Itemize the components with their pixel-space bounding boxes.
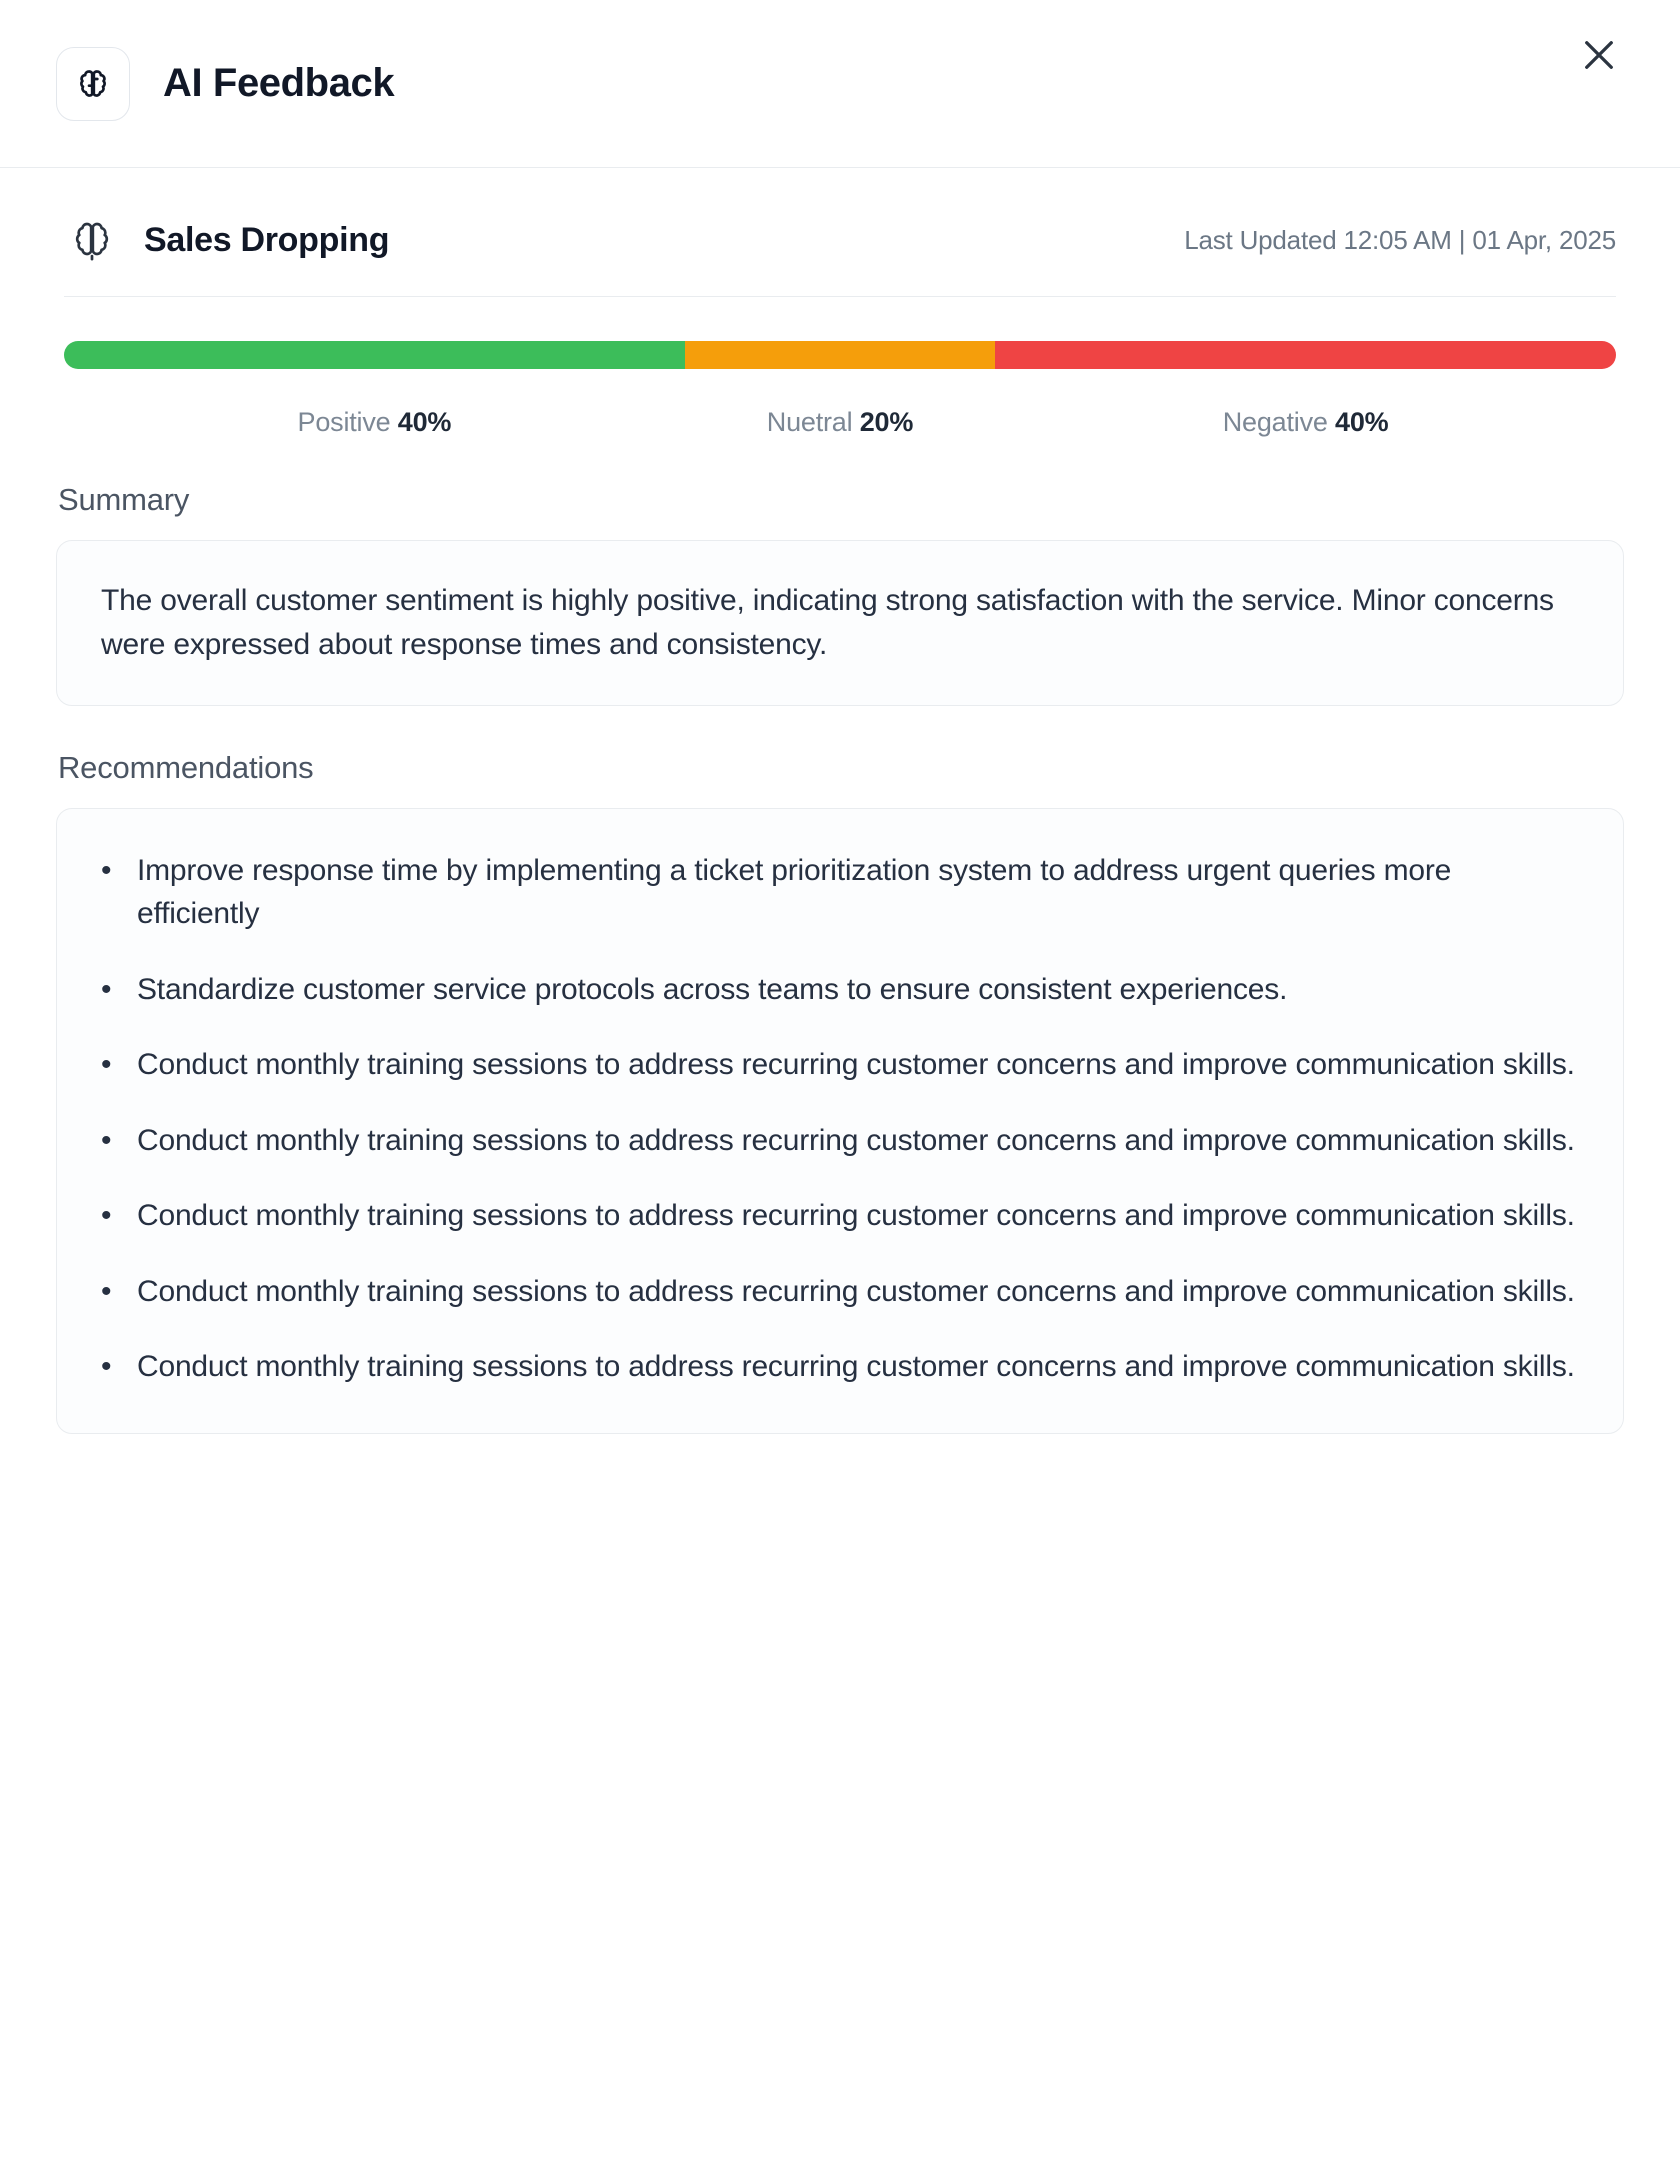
legend-negative-value: 40%: [1335, 407, 1389, 437]
recommendation-text: Standardize customer service protocols across teams to ensure consistent experiences.: [137, 972, 1288, 1006]
legend-neutral-value: 20%: [859, 407, 914, 437]
legend-positive-value: 40%: [397, 407, 452, 437]
close-icon[interactable]: [1572, 28, 1626, 82]
feedback-title: Sales Dropping: [144, 220, 390, 259]
list-item: [101, 1043, 1579, 1087]
bullet-icon: •: [101, 1199, 112, 1233]
page-title: AI Feedback: [163, 61, 395, 105]
sentiment-segment-positive: [64, 341, 685, 369]
legend-negative: [995, 407, 1616, 438]
bullet-icon: •: [101, 972, 112, 1006]
bullet-icon: •: [101, 853, 112, 887]
legend-neutral: [685, 407, 995, 438]
sentiment-section: [56, 297, 1624, 438]
last-updated-text: Last Updated 12:05 AM | 01 Apr, 2025: [1184, 224, 1616, 255]
list-item: [101, 849, 1579, 936]
ai-brain-icon: [56, 47, 130, 121]
sentiment-segment-negative: [995, 341, 1616, 369]
sentiment-bar: [64, 341, 1616, 369]
recommendations-card: [56, 808, 1624, 1434]
recommendation-text: Conduct monthly training sessions to address recurring customer concerns and improve communication skills.: [137, 1123, 1575, 1157]
list-item: [101, 1345, 1579, 1389]
recommendation-text: Conduct monthly training sessions to address recurring customer concerns and improve communication skills.: [137, 1199, 1575, 1233]
bullet-icon: •: [101, 1274, 112, 1308]
legend-positive: [64, 407, 685, 438]
recommendation-text: Improve response time by implementing a ticket prioritization system to address urgent queries more efficiently: [137, 853, 1452, 931]
recommendation-text: Conduct monthly training sessions to address recurring customer concerns and improve communication skills.: [137, 1048, 1575, 1082]
list-item: [101, 968, 1579, 1012]
recommendation-text: Conduct monthly training sessions to address recurring customer concerns and improve communication skills.: [137, 1350, 1575, 1384]
list-item: [101, 1119, 1579, 1163]
legend-neutral-label: Nuetral: [766, 407, 853, 437]
bullet-icon: •: [101, 1123, 112, 1157]
bullet-icon: •: [101, 1048, 112, 1082]
panel-body: [0, 168, 1680, 2160]
list-item: [101, 1194, 1579, 1238]
legend-positive-label: Positive: [297, 407, 391, 437]
list-item: [101, 1270, 1579, 1314]
bullet-icon: •: [101, 1350, 112, 1384]
sentiment-segment-neutral: [685, 341, 995, 369]
feedback-title-row: [64, 168, 1616, 297]
sentiment-legend: [64, 369, 1616, 438]
recommendations-label: Recommendations: [58, 749, 314, 785]
recommendation-text: Conduct monthly training sessions to address recurring customer concerns and improve communication skills.: [137, 1274, 1575, 1308]
summary-text: The overall customer sentiment is highly positive, indicating strong satisfaction with the service. Minor concerns were expressed about response times and consistency.: [101, 584, 1554, 661]
legend-negative-label: Negative: [1222, 407, 1328, 437]
summary-label: Summary: [58, 482, 190, 517]
brain-icon: [64, 212, 120, 268]
summary-card: [56, 540, 1624, 706]
panel-header: [0, 0, 1680, 168]
recommendations-list: [101, 849, 1579, 1389]
